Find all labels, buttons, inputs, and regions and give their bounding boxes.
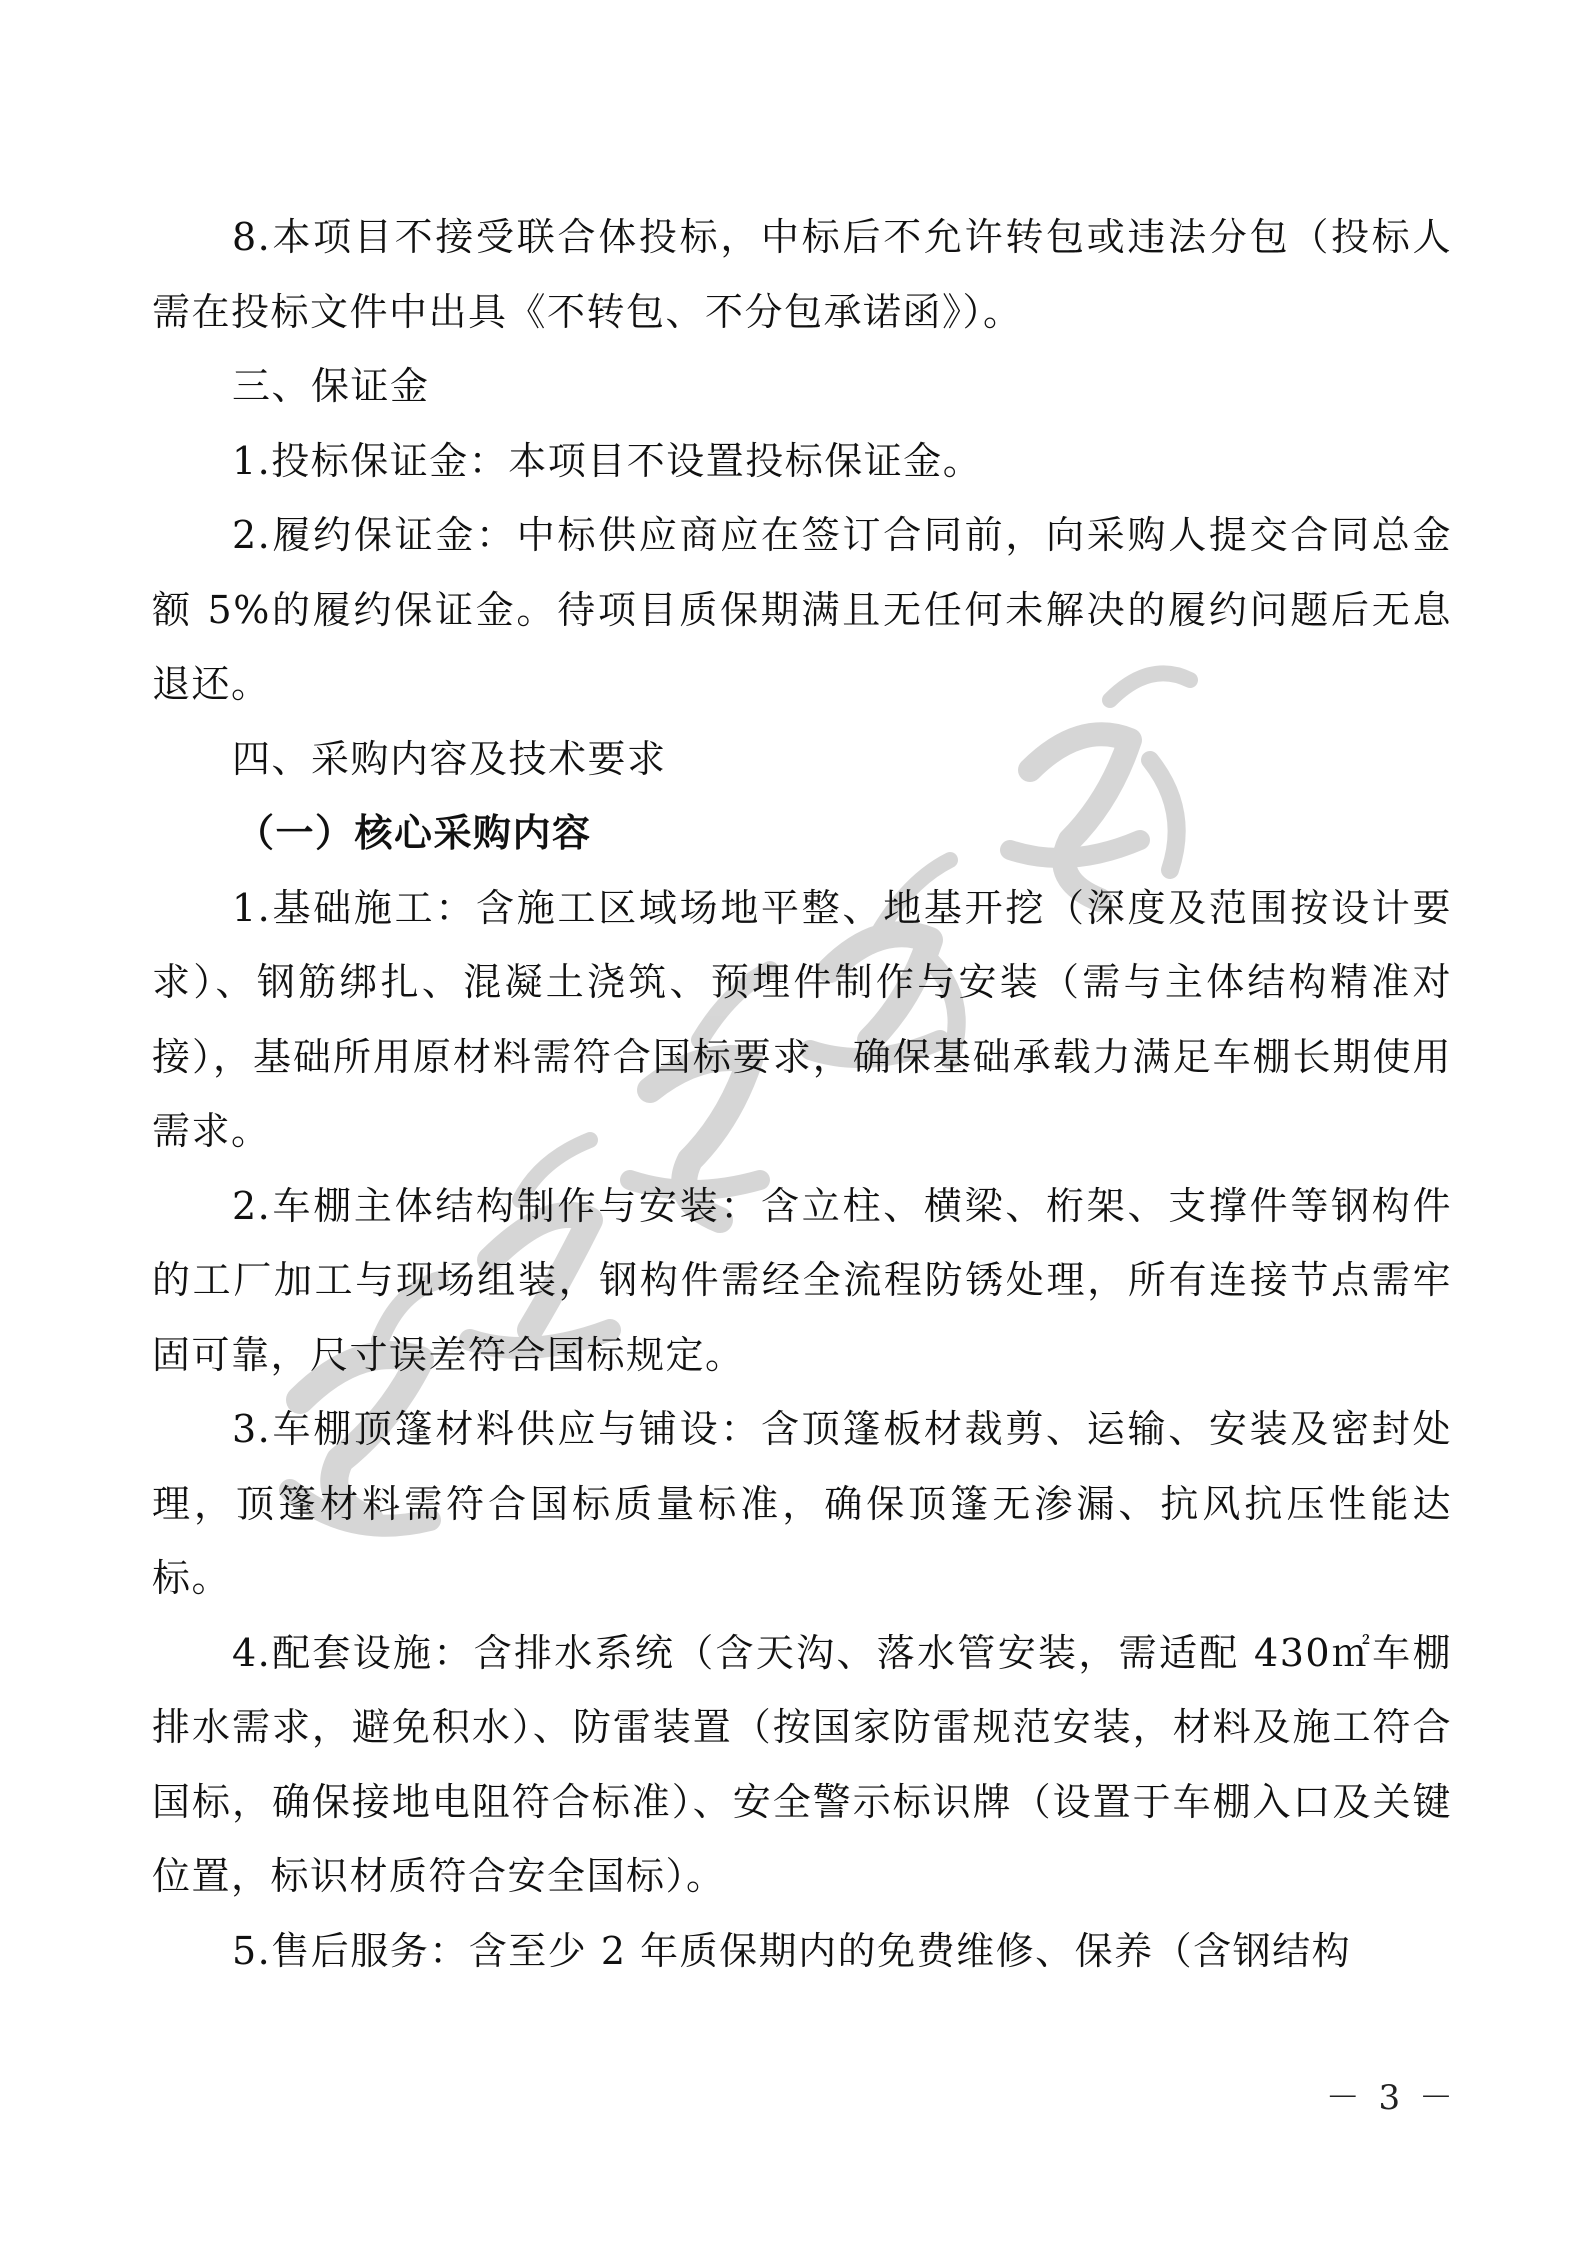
paragraph-facilities: 4.配套设施：含排水系统（含天沟、落水管安装，需适配 430㎡车棚排水需求，避免积水）、防雷装置（按国家防雷规范安装，材料及施工符合国标，确保接地电阻符合标准）、安全警示标识牌（设置于车棚入口及关键位置，标识材质符合安全国标）。 [152, 1630, 1452, 1898]
paragraph-roof: 3.车棚顶篷材料供应与铺设：含顶篷板材裁剪、运输、安装及密封处理，顶篷材料需符合国标质量标准，确保顶篷无渗漏、抗风抗压性能达标。 [152, 1407, 1452, 1600]
subheading-core-content: （一）核心采购内容 [236, 810, 592, 855]
section-heading-procurement: 四、采购内容及技术要求 [232, 736, 667, 781]
document-body [152, 200, 1452, 1988]
paragraph-bid-deposit: 1.投标保证金：本项目不设置投标保证金。 [232, 438, 983, 483]
section-heading-deposit: 三、保证金 [232, 364, 430, 408]
paragraph-main-structure: 2.车棚主体结构制作与安装：含立柱、横梁、桁架、支撑件等钢构件的工厂加工与现场组装，钢构件需经全流程防锈处理，所有连接节点需牢固可靠，尺寸误差符合国标规定。 [152, 1183, 1452, 1377]
paragraph-after-sales: 5.售后服务：含至少 2 年质保期内的免费维修、保养（含钢结构 [232, 1928, 1352, 1973]
paragraph-consortium-bid: 8.本项目不接受联合体投标，中标后不允许转包或违法分包（投标人需在投标文件中出具《不转包、不分包承诺函》）。 [152, 215, 1452, 334]
page-number: － 3 － [1325, 2078, 1457, 2118]
paragraph-performance-deposit: 2.履约保证金：中标供应商应在签订合同前，向采购人提交合同总金额 5%的履约保证金。待项目质保期满且无任何未解决的履约问题后无息退还。 [152, 513, 1452, 706]
paragraph-foundation: 1.基础施工：含施工区域场地平整、地基开挖（深度及范围按设计要求）、钢筋绑扎、混凝土浇筑、预埋件制作与安装（需与主体结构精准对接），基础所用原材料需符合国标要求，确保基础承载力满足车棚长期使用需求。 [152, 885, 1452, 1153]
